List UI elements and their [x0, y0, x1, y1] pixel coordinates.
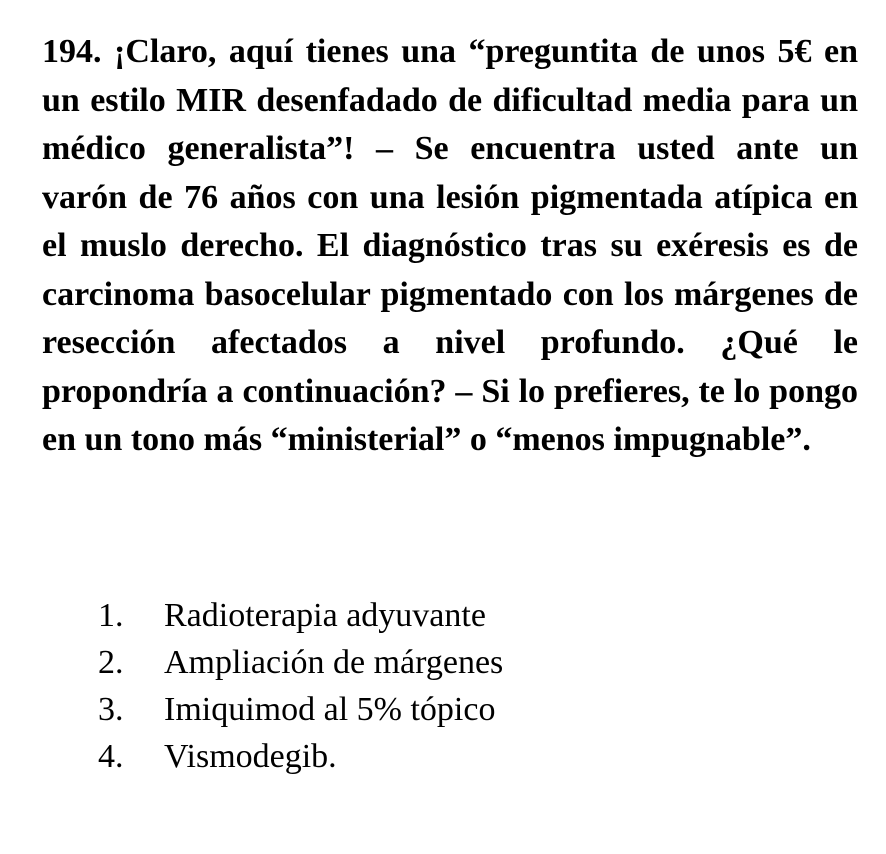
- question-number: 194.: [42, 33, 102, 70]
- question-text: ¡Claro, aquí tienes una “preguntita de unos 5€ en un estilo MIR desenfadado de dificultad media para un médico generalista”! – Se encuentra usted ante un varón de 76 años con una lesión pigmentada atípica en el muslo derecho. El diagnóstico tras su exéresis es de carcinoma basocelular pigmentado con los márgenes de resección afectados a nivel profundo. ¿Qué le propondría a continuación? – Si lo prefieres, te lo pongo en un tono más “ministerial” o “menos impugnable”.: [42, 33, 858, 458]
- question-stem: [42, 28, 858, 465]
- option-text: Radioterapia adyuvante: [164, 597, 486, 634]
- option-text: Imiquimod al 5% tópico: [164, 691, 496, 728]
- answer-option-2: [98, 639, 503, 686]
- option-text: Ampliación de márgenes: [164, 644, 504, 681]
- option-text: Vismodegib.: [164, 738, 337, 775]
- option-number: 2.: [98, 644, 124, 681]
- answer-options-list: [98, 592, 503, 780]
- answer-option-4: [98, 733, 503, 780]
- answer-option-3: [98, 686, 503, 733]
- answer-option-1: [98, 592, 503, 639]
- option-number: 1.: [98, 597, 124, 634]
- option-number: 4.: [98, 738, 124, 775]
- option-number: 3.: [98, 691, 124, 728]
